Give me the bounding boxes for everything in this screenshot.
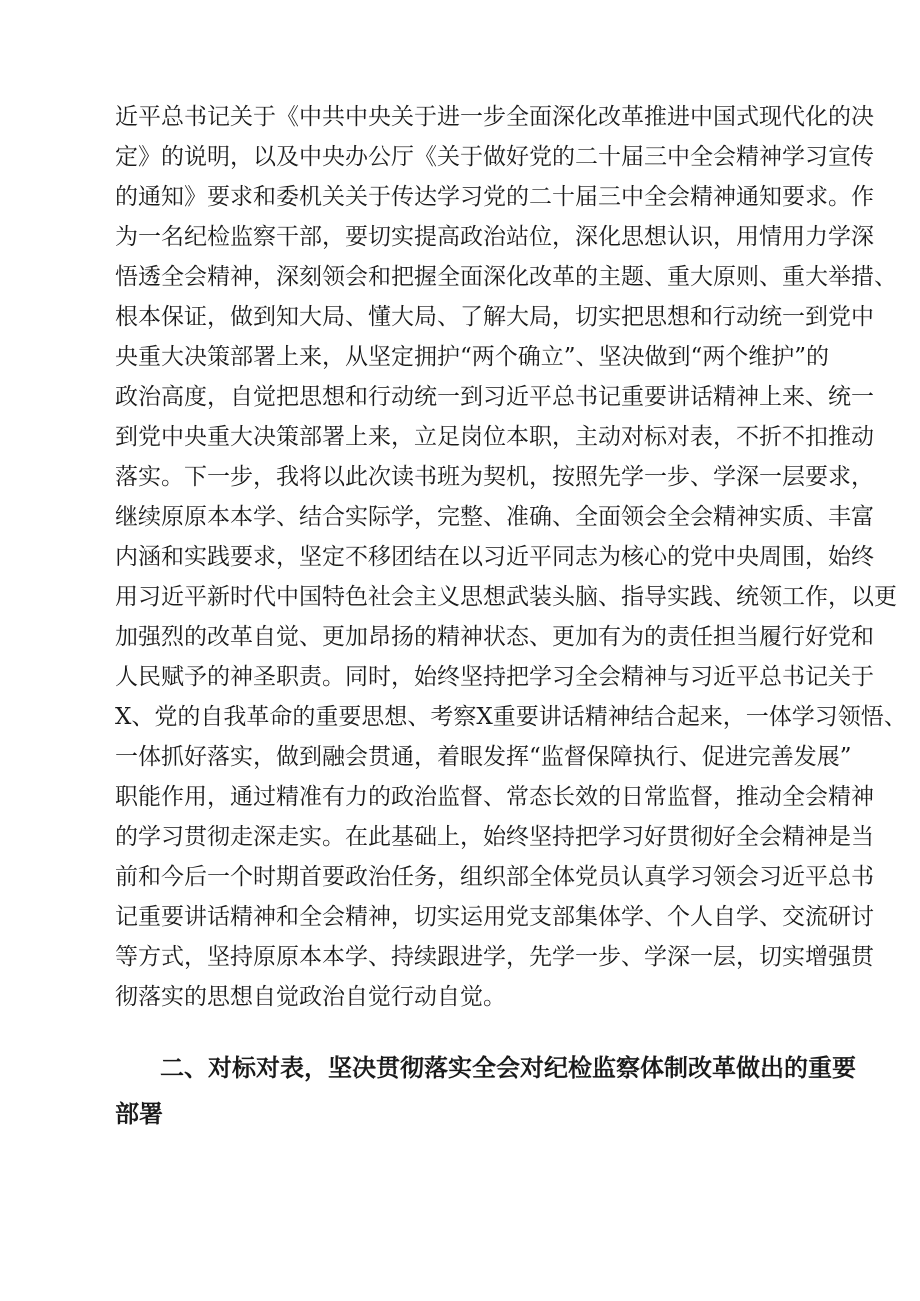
body-line: 内涵和实践要求，坚定不移团结在以习近平同志为核心的党中央周围，始终 — [115, 544, 874, 570]
body-line: X、党的自我革命的重要思想、考察X重要讲话精神结合起来，一体学习领悟、 — [115, 704, 907, 730]
body-line: 根本保证，做到知大局、懂大局、了解大局，切实把思想和行动统一到党中 — [115, 304, 874, 330]
body-line: 悟透全会精神，深刻领会和把握全面深化改革的主题、重大原则、重大举措、 — [115, 264, 897, 290]
body-line: 记重要讲话精神和全会精神，切实运用党支部集体学、个人自学、交流研讨 — [115, 904, 874, 930]
body-line: 近平总书记关于《中共中央关于进一步全面深化改革推进中国式现代化的决 — [115, 104, 874, 130]
section-heading-line: 二、对标对表，坚决贯彻落实全会对纪检监察体制改革做出的重要 — [160, 1054, 856, 1082]
body-line: 的学习贯彻走深走实。在此基础上，始终坚持把学习好贯彻好全会精神是当 — [115, 824, 874, 850]
body-line: 用习近平新时代中国特色社会主义思想武装头脑、指导实践、统领工作，以更 — [115, 584, 897, 610]
body-line: 加强烈的改革自觉、更加昂扬的精神状态、更加有为的责任担当履行好党和 — [115, 624, 874, 650]
body-line: 等方式，坚持原原本本学、持续跟进学，先学一步、学深一层，切实增强贯 — [115, 944, 874, 970]
body-line: 人民赋予的神圣职责。同时，始终坚持把学习全会精神与习近平总书记关于 — [115, 664, 874, 690]
body-line: 职能作用，通过精准有力的政治监督、常态长效的日常监督，推动全会精神 — [115, 784, 874, 810]
body-line: 一体抓好落实，做到融会贯通，着眼发挥“监督保障执行、促进完善发展” — [115, 744, 852, 770]
body-line: 为一名纪检监察干部，要切实提高政治站位，深化思想认识，用情用力学深 — [115, 224, 874, 250]
section-heading-line: 部署 — [115, 1100, 163, 1128]
body-line: 的通知》要求和委机关关于传达学习党的二十届三中全会精神通知要求。作 — [115, 184, 874, 210]
body-line: 央重大决策部署上来，从坚定拥护“两个确立”、坚决做到“两个维护”的 — [115, 344, 830, 370]
body-line: 落实。下一步，我将以此次读书班为契机，按照先学一步、学深一层要求， — [115, 464, 874, 490]
body-line: 到党中央重大决策部署上来，立足岗位本职，主动对标对表，不折不扣推动 — [115, 424, 874, 450]
body-line: 继续原原本本学、结合实际学，完整、准确、全面领会全会精神实质、丰富 — [115, 504, 874, 530]
body-line: 前和今后一个时期首要政治任务，组织部全体党员认真学习领会习近平总书 — [115, 864, 874, 890]
body-line: 政治高度，自觉把思想和行动统一到习近平总书记重要讲话精神上来、统一 — [115, 384, 874, 410]
body-line: 彻落实的思想自觉政治自觉行动自觉。 — [115, 984, 506, 1010]
body-line: 定》的说明，以及中央办公厅《关于做好党的二十届三中全会精神学习宣传 — [115, 144, 874, 170]
